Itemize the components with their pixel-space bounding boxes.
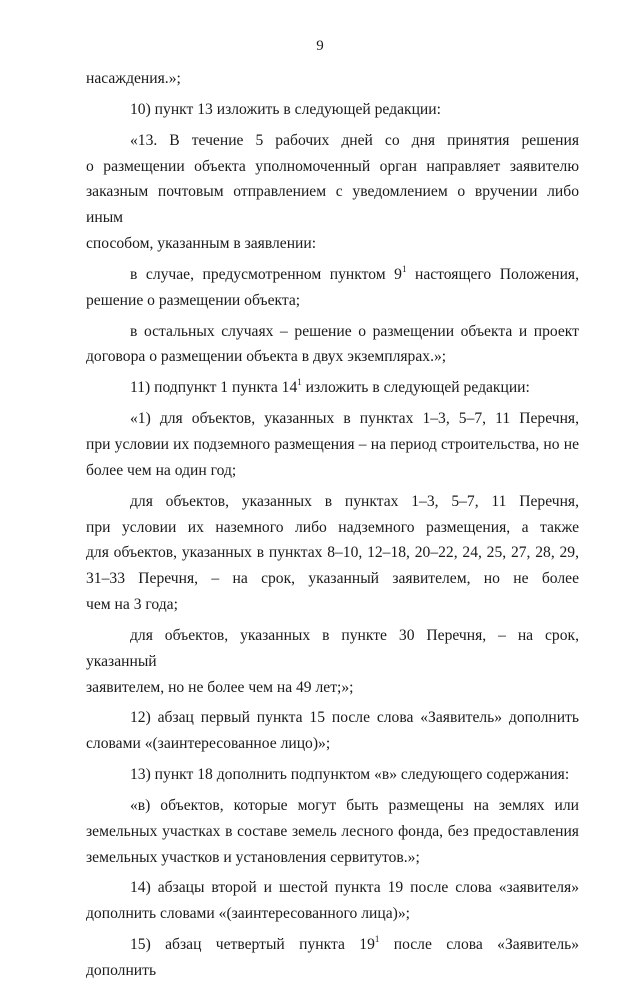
- text-line: способом, указанным в заявлении:: [86, 235, 317, 253]
- paragraph-8-l3: [86, 540, 579, 566]
- paragraph-4-end: [86, 288, 579, 314]
- paragraph-4: [86, 262, 579, 288]
- paragraph-12: [86, 793, 579, 819]
- paragraph-3: [86, 128, 579, 231]
- superscript: 1: [401, 263, 407, 274]
- paragraph-11: [86, 762, 579, 788]
- paragraph-9-end: [86, 675, 579, 701]
- paragraph-14: [86, 932, 579, 984]
- text-line: 12) абзац первый пункта 15 после слова «Заявитель» дополнить: [130, 709, 579, 727]
- paragraph-1: [86, 66, 579, 92]
- text-line: заявителем, но не более чем на 49 лет;»;: [86, 678, 354, 696]
- text-line: при условии их наземного либо надземного размещения, а также: [86, 518, 579, 536]
- paragraph-9: [86, 623, 579, 675]
- text-line: настоящего Положения,: [406, 265, 580, 283]
- paragraph-12-end: [86, 845, 579, 871]
- text-line: заказным почтовым отправлением с уведомлением о вручении либо иным: [86, 183, 579, 227]
- paragraph-13-end: [86, 901, 579, 927]
- text-line: при условии их подземного размещения – на период строительства, но не: [86, 435, 579, 453]
- paragraph-7-end: [86, 458, 579, 484]
- text-line: изложить в следующей редакции:: [301, 379, 530, 397]
- paragraph-8-l4: [86, 566, 579, 592]
- paragraph-6: [86, 375, 579, 401]
- paragraph-2: [86, 97, 579, 123]
- paragraph-5-end: [86, 344, 579, 370]
- paragraph-3-end: [86, 231, 579, 257]
- paragraph-10: [86, 705, 579, 731]
- text-line: 31–33 Перечня, – на срок, указанный заявителем, но не более: [86, 570, 579, 588]
- text-line: в случае, предусмотренном пунктом 9: [130, 265, 402, 283]
- text-line: дополнить словами «(заинтересованного лица)»;: [86, 905, 410, 923]
- text-line: для объектов, указанных в пунктах 1–3, 5–7, 11 Перечня,: [130, 492, 579, 510]
- text-line: чем на 3 года;: [86, 596, 178, 614]
- text-line: 13) пункт 18 дополнить подпунктом «в» следующего содержания:: [130, 766, 570, 784]
- paragraph-10-end: [86, 731, 579, 757]
- text-line: «13. В течение 5 рабочих дней со дня принятия решения: [130, 131, 579, 149]
- paragraph-8-l2: [86, 515, 579, 541]
- text-line: 15) абзац четвертый пункта 19: [130, 936, 375, 954]
- text-line: в остальных случаях – решение о размещении объекта и проект: [130, 322, 579, 340]
- text-line: договора о размещении объекта в двух экземплярах.»;: [86, 348, 447, 366]
- paragraph-5: [86, 319, 579, 345]
- superscript: 1: [374, 934, 380, 945]
- page-number: 9: [316, 38, 324, 54]
- paragraph-7: [86, 406, 579, 432]
- text-line: после слова «Заявитель» дополнить: [86, 936, 580, 979]
- text-line: о размещении объекта уполномоченный орган направляет заявителю: [86, 157, 579, 175]
- text-line: земельных участках в составе земель лесного фонда, без предоставления: [86, 822, 579, 840]
- paragraph-8-end: [86, 592, 579, 618]
- text-line: более чем на один год;: [86, 461, 237, 479]
- text-line: «1) для объектов, указанных в пунктах 1–3, 5–7, 11 Перечня,: [130, 410, 579, 428]
- paragraph-8: [86, 489, 579, 515]
- text-line: для объектов, указанных в пунктах 8–10, 12–18, 20–22, 24, 25, 27, 28, 29,: [86, 544, 579, 562]
- text-line: для объектов, указанных в пункте 30 Перечня, – на срок, указанный: [86, 626, 579, 670]
- text-line: земельных участков и установления сервитутов.»;: [86, 848, 420, 866]
- paragraph-13: [86, 875, 579, 901]
- superscript: 1: [297, 377, 302, 388]
- text-line: 14) абзацы второй и шестой пункта 19 после слова «заявителя»: [130, 879, 579, 897]
- paragraph-12-mid: [86, 819, 579, 845]
- paragraph-7-mid: [86, 432, 579, 458]
- text-line: «в) объектов, которые могут быть размещены на землях или: [130, 796, 579, 814]
- text-line: 11) подпункт 1 пункта 14: [130, 379, 298, 397]
- text-line: решение о размещении объекта;: [86, 291, 301, 309]
- text-line: насаждения.»;: [86, 70, 181, 87]
- document-body: [86, 66, 579, 984]
- text-line: словами «(заинтересованное лицо)»;: [86, 735, 331, 753]
- text-line: 10) пункт 13 изложить в следующей редакции:: [130, 100, 441, 118]
